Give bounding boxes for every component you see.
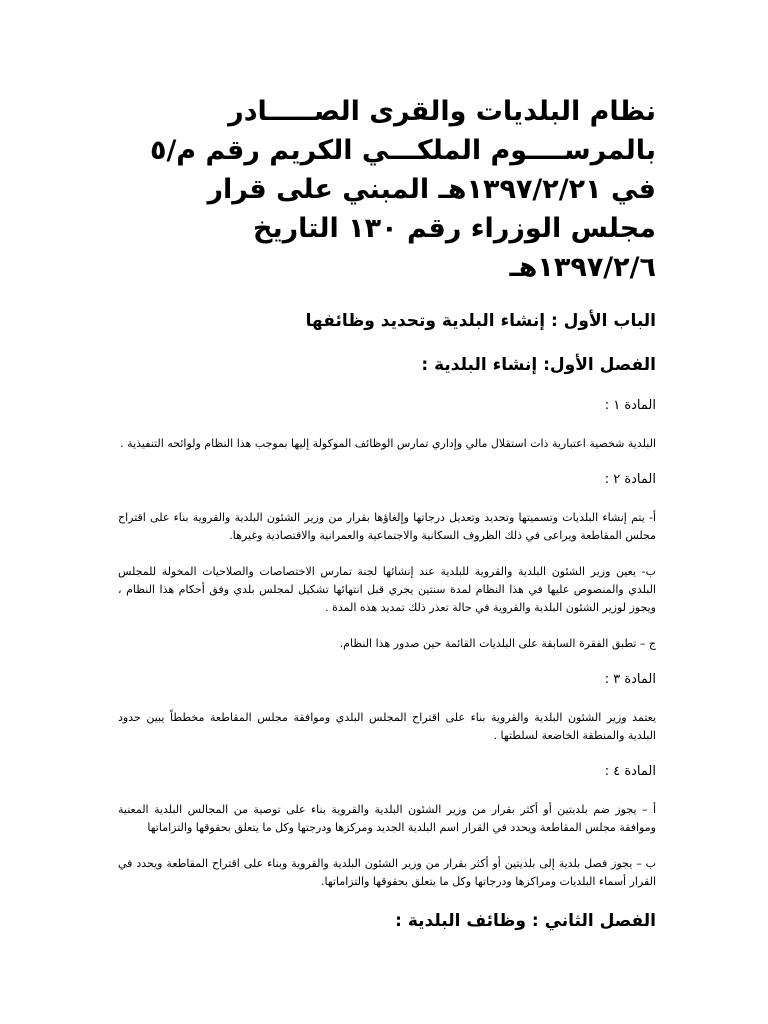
article-2-para-a: أ- يتم إنشاء البلديات وتسميتها وتحديد وتعديل درجاتها وإلغاؤها بقرار من وزير الشئون البلدية والقروية بناء على اقتراح مجلس المقاطعة ويراعى في ذلك الظروف السكانية والاجتماعية والعمرانية والاقتصادية وغيرها. [118, 511, 656, 542]
article-2-para-c: ج – تطبق الفقرة السابقة على البلديات القائمة حين صدور هذا النظام. [339, 637, 656, 650]
article-3-text: يعتمد وزير الشئون البلدية والقروية بناء على اقتراح المجلس البلدي وموافقة مجلس المقاطعة مخططاً يبين حدود البلدية والمنطقة الخاضعة لسلطتها . [118, 711, 656, 742]
document-title: نظام البلديات والقرى الصـــــادر بالمرســــوم الملكـــي الكريم رقم م/٥ في ١٣٩٧/٢/٢١هـ المبني على قرار مجلس الوزراء رقم ١٣٠ التاريخ ١٣٩٧/٢/٦هـ [149, 96, 656, 283]
article-3-label: المادة ٣ : [604, 672, 656, 687]
section-2-heading: الفصل الثاني : وظائف البلدية : [395, 911, 656, 931]
article-4-para-a: أ – يجوز ضم بلديتين أو أكثر بقرار من وزير الشئون البلدية والقروية بناء على توصية من المجالس البلدية المعنية وموافقة مجلس المقاطعة ويحدد في القرار اسم البلدية الجديد ومركزها ودرجتها وكل ما يتعلق بحقوقها والتزاماتها [118, 803, 656, 834]
chapter-1-heading: الباب الأول : إنشاء البلدية وتحديد وظائفها [305, 311, 656, 331]
article-4-para-b: ب – يجوز فصل بلدية إلى بلديتين أو أكثر بقرار من وزير الشئون البلدية والقروية وبناء على اقتراح المقاطعة ويحدد في القرار أسماء البلديات ومراكزها ودرجاتها وكل ما يتعلق بحقوقها والتزاماتها. [118, 857, 656, 888]
section-1-heading: الفصل الأول: إنشاء البلدية : [421, 355, 656, 375]
article-2-para-b: ب- يعين وزير الشئون البلدية والقروية للبلدية عند إنشائها لجنة تمارس الاختصاصات والصلاحيات المخولة للمجلس البلدي والمنصوص عليها في هذا النظام لمدة سنتين يجري قبل انتهائها تشكيل لمجلس بلدي وفق أحكام هذا النظام ، ويجوز لوزير الشئون البلدية والقروية في حالة تعذر ذلك تمديد هذه المدة . [118, 565, 656, 614]
article-2-label: المادة ٢ : [604, 472, 656, 487]
article-1-label: المادة ١ : [604, 398, 656, 413]
article-4-label: المادة ٤ : [604, 764, 656, 779]
article-1-text: البلدية شخصية اعتبارية ذات استقلال مالي وإداري تمارس الوظائف الموكولة إليها بموجب هذا النظام ولوائحه التنفيذية . [120, 437, 656, 450]
